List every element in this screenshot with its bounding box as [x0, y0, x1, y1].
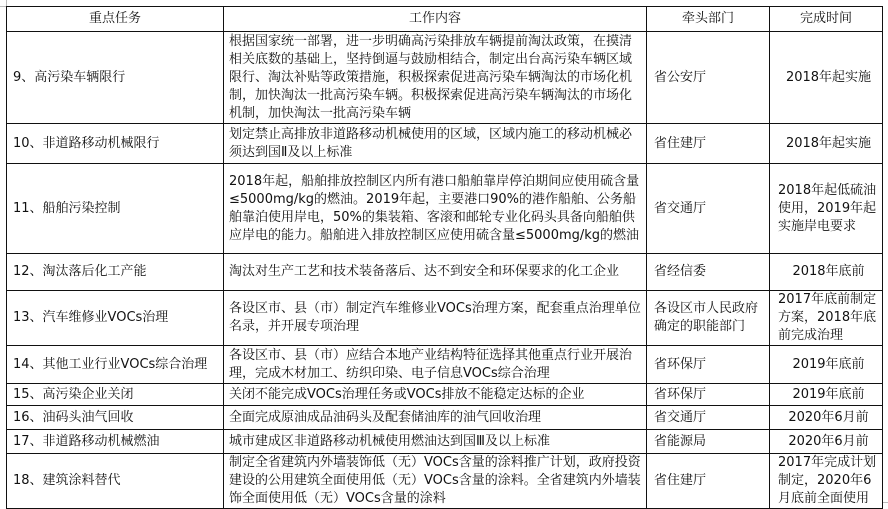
- time-cell: 2018年底前: [770, 254, 883, 291]
- task-cell: 16、油码头油气回收: [7, 406, 224, 430]
- table-row: [7, 254, 883, 291]
- table-row: [7, 384, 883, 406]
- dept-cell: 省环保厅: [647, 384, 770, 406]
- time-cell: 2019年底前: [770, 384, 883, 406]
- content-cell: 各设区市、县（市）应结合本地产业结构特征选择其他重点行业开展治理，完成木材加工、纺织印染、电子信息VOCs综合治理: [224, 346, 647, 384]
- dept-cell: 省环保厅: [647, 346, 770, 384]
- dept-cell: 省住建厅: [647, 454, 770, 509]
- table-header-row: [7, 7, 883, 32]
- time-cell: 2017年底前制定方案，2018年底前完成治理: [770, 291, 883, 346]
- content-cell: 关闭不能完成VOCs治理任务或VOCs排放不能稳定达标的企业: [224, 384, 647, 406]
- content-cell: 各设区市、县（市）制定汽车维修业VOCs治理方案，配套重点治理单位名录，并开展专项治理: [224, 291, 647, 346]
- table-row: [7, 454, 883, 509]
- time-cell: 2020年6月前: [770, 406, 883, 430]
- column-header-task: 重点任务: [7, 7, 224, 32]
- table-row: [7, 430, 883, 454]
- time-cell: 2017年完成计划制定，2020年6月底前全面使用: [770, 454, 883, 509]
- dept-cell: 各设区市人民政府确定的职能部门: [647, 291, 770, 346]
- time-cell: 2018年起实施: [770, 124, 883, 164]
- content-cell: 2018年起，船舶排放控制区内所有港口船舶靠岸停泊期间应使用硫含量≤5000mg/kg的燃油。2019年起，主要港口90%的港作船舶、公务船舶靠泊使用岸电，50%的集装箱、客滚和邮轮专业化码头具备向船舶供应岸电的能力。船舶进入排放控制区应使用硫含量≤5000mg/kg的燃油: [224, 164, 647, 254]
- task-cell: 14、其他工业行业VOCs综合治理: [7, 346, 224, 384]
- time-cell: 2018年起实施: [770, 32, 883, 124]
- task-cell: 15、高污染企业关闭: [7, 384, 224, 406]
- dept-cell: 省住建厅: [647, 124, 770, 164]
- task-cell: 12、淘汰落后化工产能: [7, 254, 224, 291]
- task-cell: 13、汽车维修业VOCs治理: [7, 291, 224, 346]
- column-header-dept: 牵头部门: [647, 7, 770, 32]
- content-cell: 根据国家统一部署，进一步明确高污染排放车辆提前淘汰政策，在摸清相关底数的基础上，坚持倒逼与鼓励相结合，制定出台高污染车辆区域限行、淘汰补贴等政策措施，积极探索促进高污染车辆淘汰的市场化机制，加快淘汰一批高污染车辆。积极探索促进高污染车辆淘汰的市场化机制，加快淘汰一批高污染车辆: [224, 32, 647, 124]
- content-cell: 淘汰对生产工艺和技术装备落后、达不到安全和环保要求的化工企业: [224, 254, 647, 291]
- dept-cell: 省交通厅: [647, 164, 770, 254]
- content-cell: 城市建成区非道路移动机械使用燃油达到国Ⅲ及以上标准: [224, 430, 647, 454]
- task-cell: 10、非道路移动机械限行: [7, 124, 224, 164]
- task-cell: 18、建筑涂料替代: [7, 454, 224, 509]
- content-cell: 划定禁止高排放非道路移动机械使用的区域，区域内施工的移动机械必须达到国Ⅱ及以上标准: [224, 124, 647, 164]
- time-cell: 2020年6月前: [770, 430, 883, 454]
- content-cell: 制定全省建筑内外墙装饰低（无）VOCs含量的涂料推广计划，政府投资建设的公用建筑全面使用低（无）VOCs含量的涂料。全省建筑内外墙装饰全面使用低（无）VOCs含量的涂料: [224, 454, 647, 509]
- time-cell: 2018年起低硫油使用，2019年起实施岸电要求: [770, 164, 883, 254]
- dept-cell: 省经信委: [647, 254, 770, 291]
- table-row: [7, 406, 883, 430]
- table-row: [7, 346, 883, 384]
- time-cell: 2019年底前: [770, 346, 883, 384]
- task-cell: 17、非道路移动机械燃油: [7, 430, 224, 454]
- key-tasks-table: [6, 6, 883, 509]
- task-cell: 11、船舶污染控制: [7, 164, 224, 254]
- table-row: [7, 164, 883, 254]
- table-row: [7, 32, 883, 124]
- dept-cell: 省能源局: [647, 430, 770, 454]
- task-cell: 9、高污染车辆限行: [7, 32, 224, 124]
- column-header-content: 工作内容: [224, 7, 647, 32]
- table-row: [7, 124, 883, 164]
- dept-cell: 省公安厅: [647, 32, 770, 124]
- table-row: [7, 291, 883, 346]
- dept-cell: 省交通厅: [647, 406, 770, 430]
- content-cell: 全面完成原油成品油码头及配套储油库的油气回收治理: [224, 406, 647, 430]
- column-header-time: 完成时间: [770, 7, 883, 32]
